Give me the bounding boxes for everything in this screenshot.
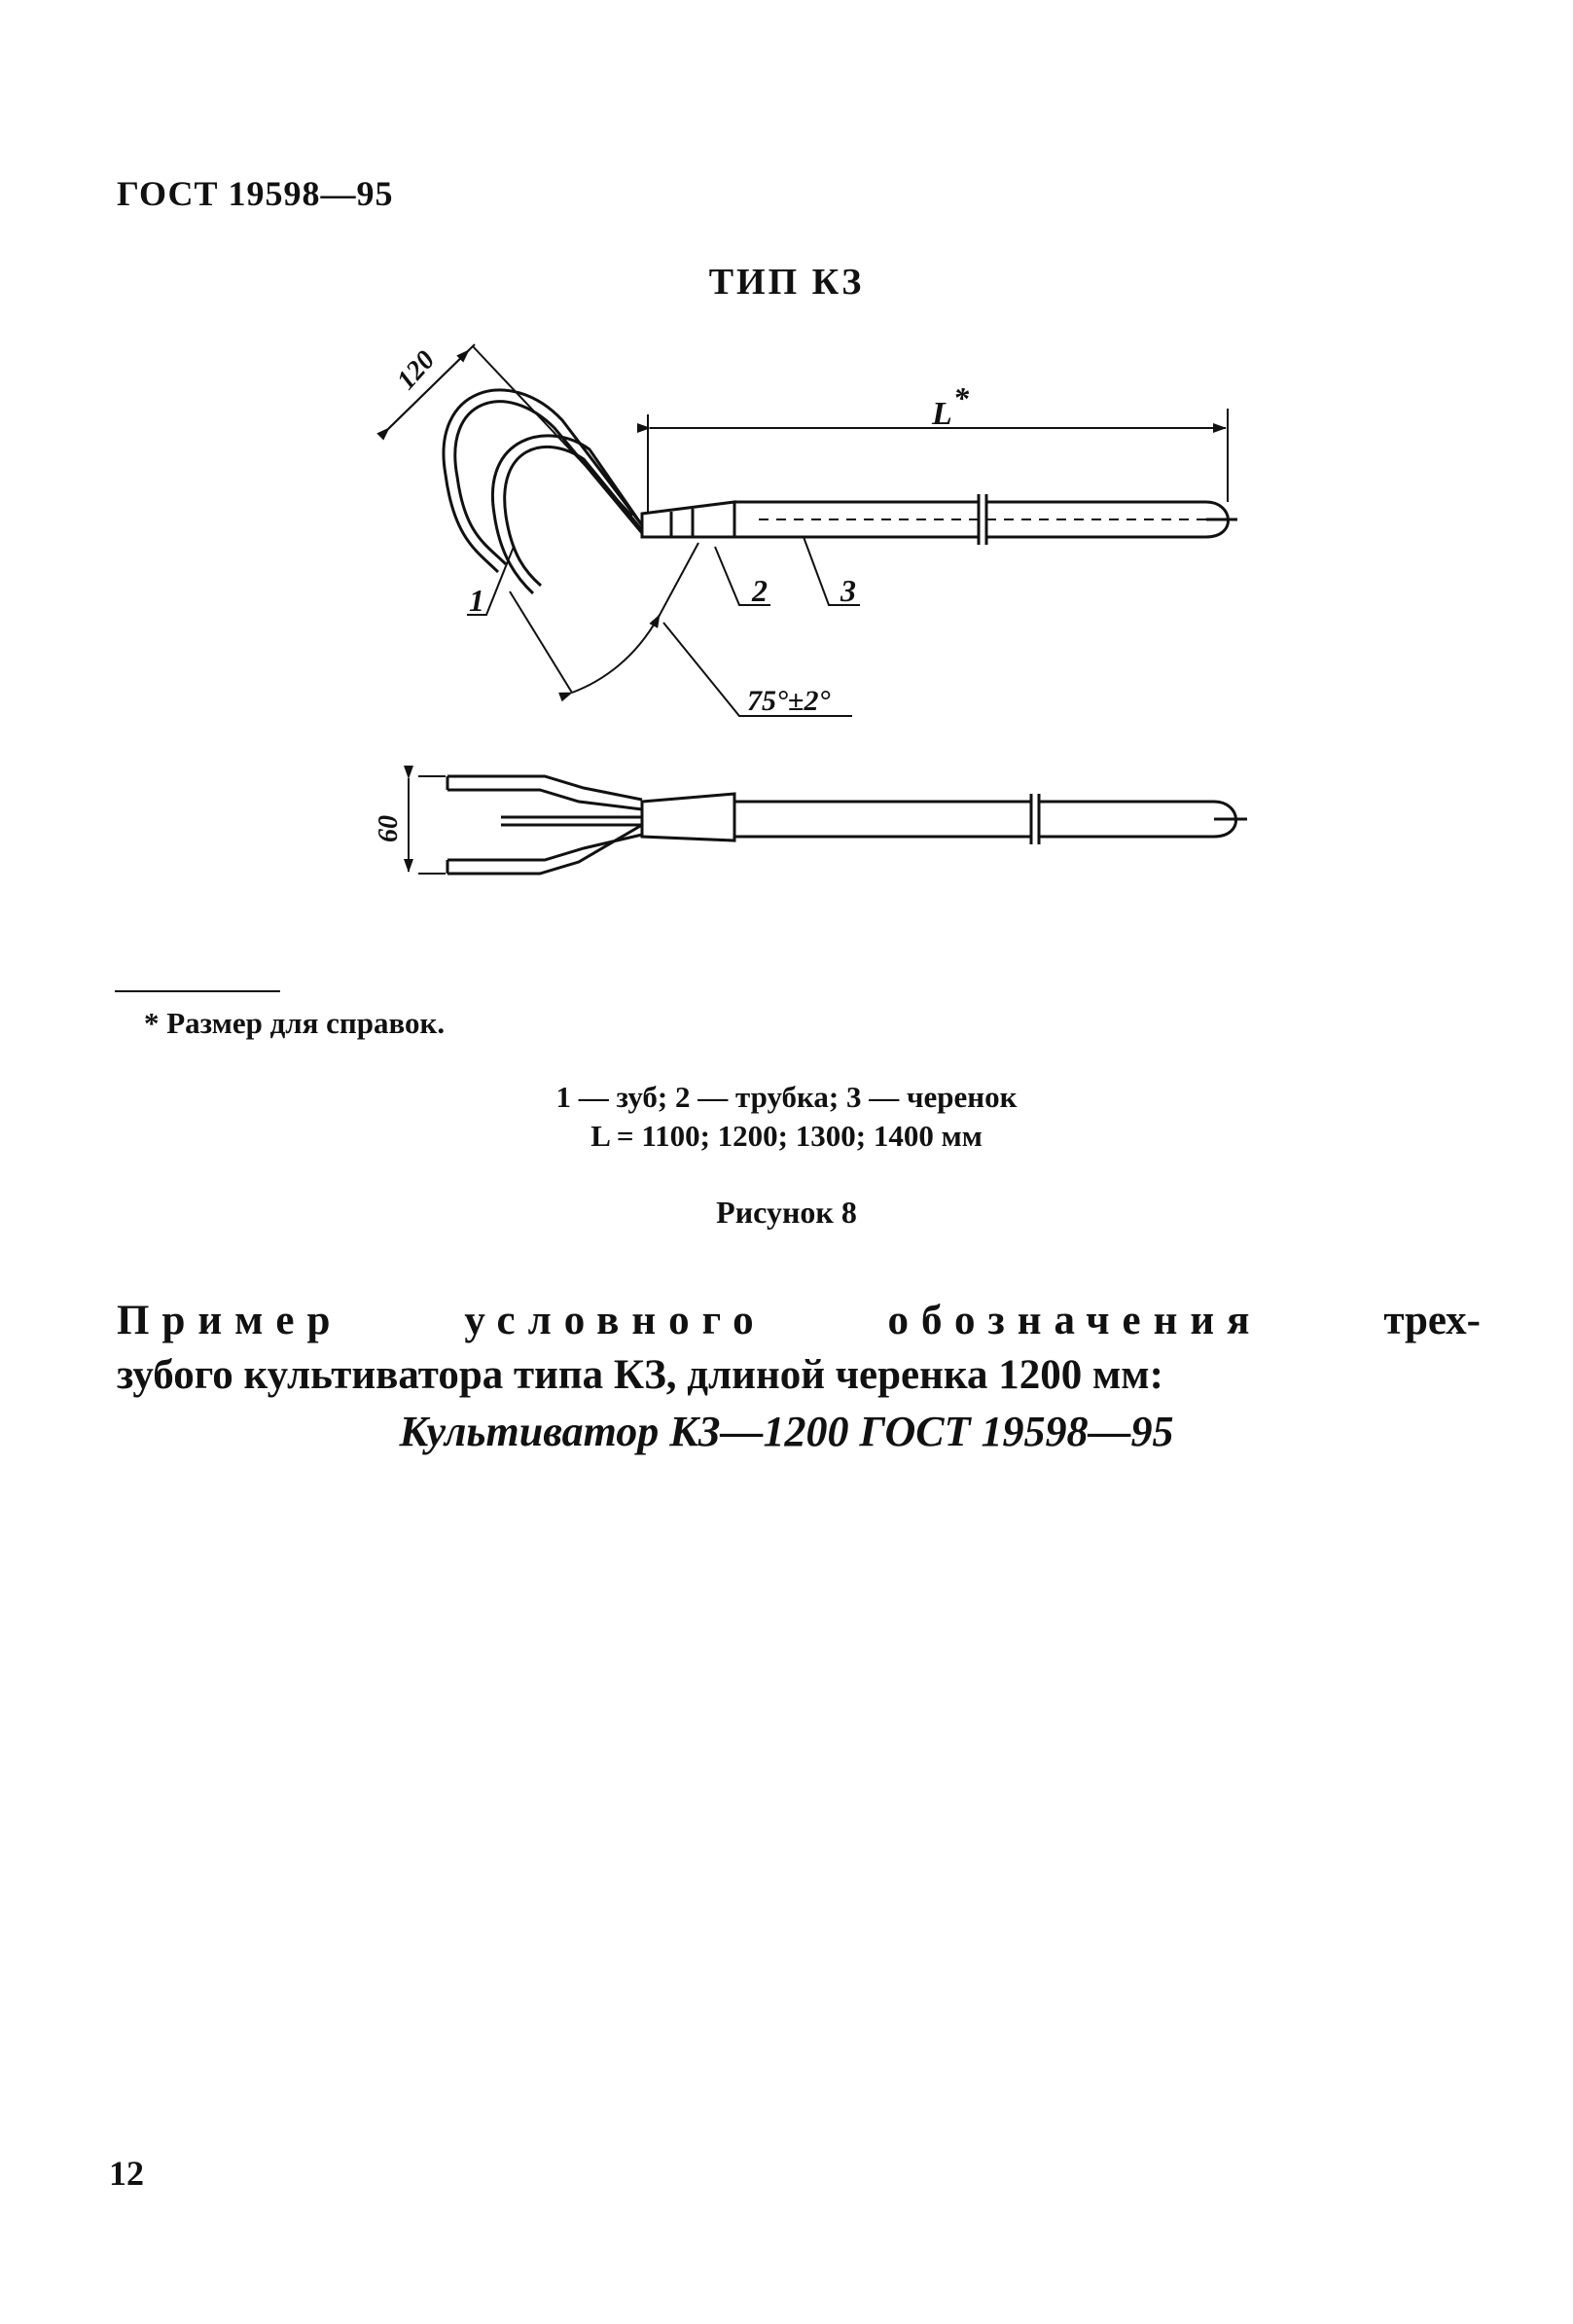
example-designation: Культиватор КЗ—1200 ГОСТ 19598—95 xyxy=(399,1408,1174,1455)
dim-120: 120 xyxy=(391,344,442,396)
dim-L-label: L xyxy=(932,396,952,432)
example-lead-2: условного xyxy=(464,1298,767,1343)
legend-parts: 1 — зуб; 2 — трубка; 3 — черенок xyxy=(555,1080,1018,1114)
footnote: * Размер для справок. xyxy=(144,1006,446,1040)
document-header: ГОСТ 19598—95 xyxy=(117,174,394,213)
example-paragraph xyxy=(117,1294,1481,1403)
example-line-2: зубого культиватора типа КЗ, длиной черенка 1200 мм: xyxy=(117,1352,1163,1398)
angle-arc xyxy=(572,615,660,693)
figure-type-label: ТИП КЗ xyxy=(708,262,865,303)
dim-L-star: * xyxy=(953,380,969,415)
top-view xyxy=(409,776,1247,874)
callout-1: 1 xyxy=(469,583,484,618)
legend-lengths: L = 1100; 1200; 1300; 1400 мм xyxy=(590,1119,983,1153)
technical-drawing xyxy=(0,331,1573,953)
example-lead-1: Пример xyxy=(117,1298,343,1343)
footnote-rule xyxy=(115,990,280,992)
example-lead-3: обозначения xyxy=(887,1298,1263,1343)
handle xyxy=(734,494,1237,545)
tube xyxy=(642,502,734,537)
callout-2: 2 xyxy=(752,573,768,608)
tube xyxy=(642,794,734,840)
callout-3: 3 xyxy=(840,573,856,608)
example-line-1 xyxy=(117,1294,1481,1348)
figure-caption: Рисунок 8 xyxy=(716,1195,857,1230)
dim-60: 60 xyxy=(374,815,404,842)
example-line-1-tail: трех- xyxy=(1383,1298,1481,1343)
angle-label: 75°±2° xyxy=(747,685,831,717)
page-number: 12 xyxy=(109,2154,144,2193)
side-view xyxy=(385,344,1237,716)
